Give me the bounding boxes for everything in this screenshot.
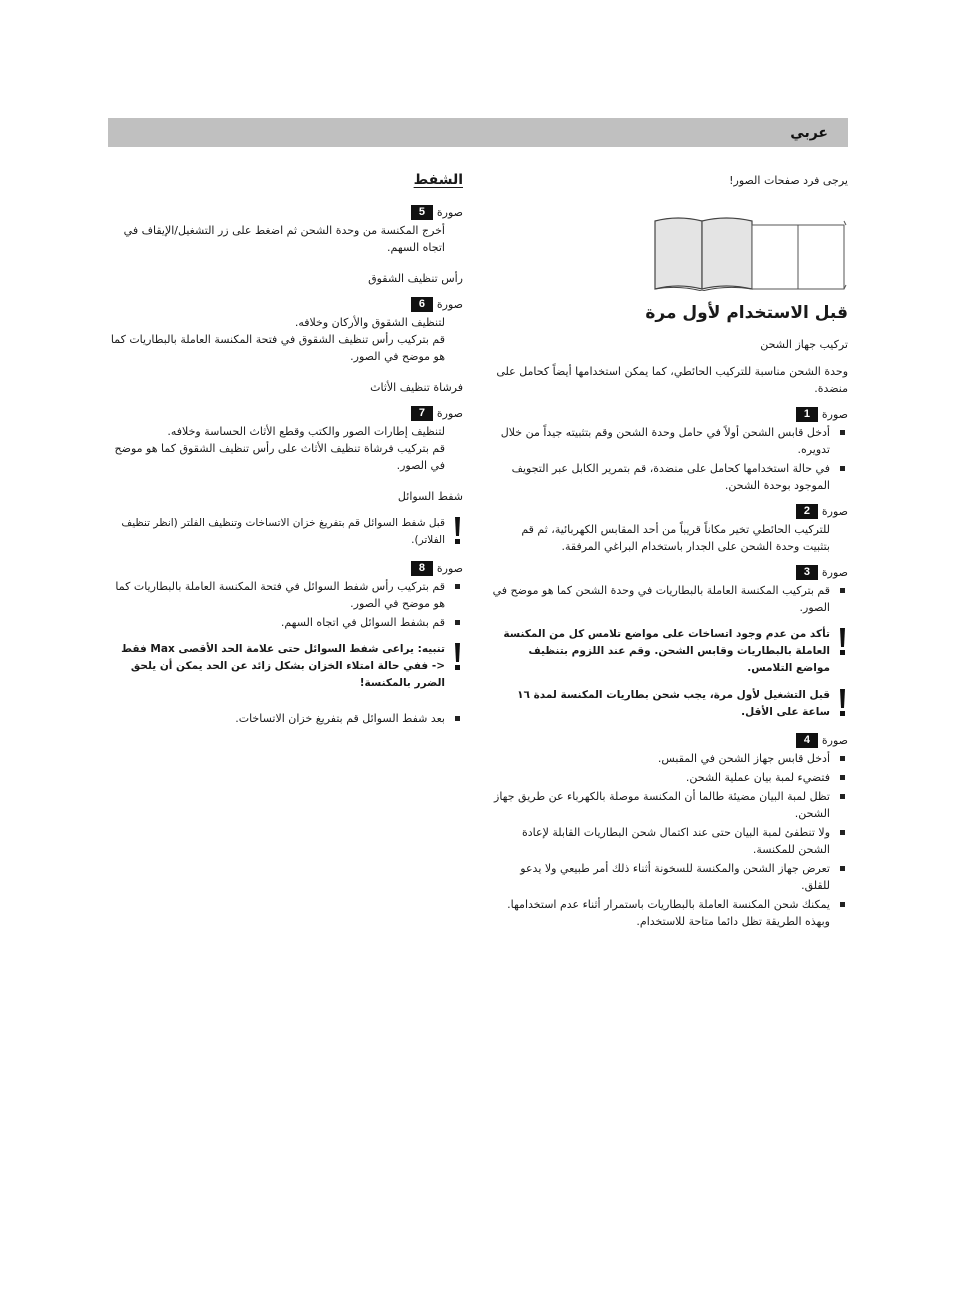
bullet-square-icon [840, 775, 845, 780]
list-item [492, 424, 848, 458]
warning-first-charge [492, 687, 848, 721]
figure-number-badge: 4 [796, 733, 818, 748]
figure-2-text: للتركيب الحائطي تخير مكاناً قريباً من أحد المقابس الكهربائية، ثم قم بتثبيت وحدة الشحن على الجدار باستخدام البراغي المرفقة. [521, 523, 830, 553]
bullet-square-icon [840, 756, 845, 761]
furniture-brush-heading: فرشاة تنظيف الأثاث [370, 381, 463, 394]
bullet-text: فتضيء لمبة بيان عملية الشحن. [685, 771, 830, 784]
figure-1-bullets [492, 424, 848, 494]
figure-6-label [108, 295, 463, 313]
list-item [492, 788, 848, 822]
list-item [108, 578, 463, 612]
figure-word: صورة [821, 733, 848, 747]
crevice-tool-heading: رأس تنظيف الشقوق [368, 272, 463, 285]
figure-number-badge: 1 [796, 407, 818, 422]
charger-description: وحدة الشحن مناسبة للتركيب الحائطي، كما يمكن استخدامها أيضاً كحامل على منضدة. [496, 365, 848, 395]
figure-word: صورة [436, 406, 463, 420]
liquid-suction-heading: شفط السوائل [397, 490, 463, 503]
figure-4-label [492, 731, 848, 749]
figure-word: صورة [436, 297, 463, 311]
figure-number-badge: 5 [411, 205, 433, 220]
bullet-text: يمكنك شحن المكنسة العاملة بالبطاريات باستمرار أثناء عدم استخدامها. وبهذه الطريقة تظل دائما متاحة للاستخدام. [507, 898, 830, 928]
figure-word: صورة [436, 205, 463, 219]
bullet-text: تظل لمبة البيان مضيئة طالما أن المكنسة موصلة بالكهرباء عن طريق جهاز الشحن. [494, 790, 830, 820]
bullet-square-icon [455, 584, 460, 589]
figure-7-line-2: قم بتركيب فرشاة تنظيف الأثاث على رأس تنظيف الشقوق كما هو موضح في الصور. [114, 442, 445, 472]
warning-text: قبل التشغيل لأول مرة، يجب شحن بطاريات المكنسة لمدة ١٦ ساعة على الأقل. [517, 689, 830, 718]
figure-3-bullets [492, 582, 848, 616]
figure-1-label [492, 405, 848, 423]
figure-8-label [108, 559, 463, 577]
bullet-square-icon [840, 466, 845, 471]
warning-text: تأكد من عدم وجود اتساخات على مواضع تلامس كل من المكنسة العاملة بالبطاريات وقابس الشحن. وقم عند اللزوم بتنظيف مواضع التلامس. [503, 628, 830, 674]
list-item [108, 614, 463, 631]
intro-text: يرجى فرد صفحات الصور! [729, 174, 848, 187]
list-item [492, 824, 848, 858]
after-suction-bullets [108, 710, 463, 727]
list-item [492, 769, 848, 786]
language-label: عربي [790, 124, 828, 141]
figure-number-badge: 2 [796, 504, 818, 519]
warning-text: قبل شفط السوائل قم بتفريغ خزان الاتساخات وتنظيف الفلتر (انظر تنظيف الفلاتر). [121, 517, 445, 546]
section-title-first-use: قبل الاستخدام لأول مرة [645, 303, 848, 323]
figure-6-line-1: لتنظيف الشقوق والأركان وخلافه. [294, 316, 445, 329]
figure-number-badge: 8 [411, 561, 433, 576]
bullet-text: بعد شفط السوائل قم بتفريغ خزان الاتساخات. [235, 712, 445, 725]
figure-7-line-1: لتنظيف إطارات الصور والكتب وقطع الأثاث الحساسة وخلافه. [167, 425, 445, 438]
warning-text: تنبيه: يراعى شفط السوائل حتى علامة الحد الأقصى Max فقط <- ففي حالة امتلاء الخزان بشكل زائد عن الحد يمكن أن يلحق الضرر بالمكنسة! [121, 643, 445, 689]
bullet-square-icon [840, 830, 845, 835]
list-item [492, 460, 848, 494]
figure-number-badge: 3 [796, 565, 818, 580]
section-title-vacuuming: الشفط [413, 172, 463, 188]
figure-2-label [492, 502, 848, 520]
bullet-text: قم بشفط السوائل في اتجاه السهم. [280, 616, 445, 629]
bullet-square-icon [840, 588, 845, 593]
left-column [108, 172, 463, 729]
bullet-text: قم بتركيب رأس شفط السوائل في فتحة المكنسة العاملة بالبطاريات كما هو موضح في الصور. [115, 580, 445, 610]
figure-4-bullets [492, 750, 848, 930]
list-item [108, 710, 463, 727]
figure-number-badge: 6 [411, 297, 433, 312]
bullet-text: قم بتركيب المكنسة العاملة بالبطاريات في وحدة الشحن كما هو موضح في الصور. [492, 584, 830, 614]
figure-6-line-2: قم بتركيب رأس تنظيف الشقوق في فتحة المكنسة العاملة بالبطاريات كما هو موضح في الصور. [110, 333, 445, 363]
bullet-square-icon [840, 902, 845, 907]
figure-7-label [108, 404, 463, 422]
figure-word: صورة [821, 407, 848, 421]
figure-8-bullets [108, 578, 463, 631]
figure-word: صورة [821, 565, 848, 579]
right-column [492, 172, 848, 932]
language-header-bar [108, 118, 848, 147]
warning-max-level [108, 641, 463, 692]
bullet-text: أدخل قابس الشحن أولاً في حامل وحدة الشحن وقم بتثبيته جيداً من خلال تدويره. [500, 426, 830, 456]
list-item [492, 860, 848, 894]
bullet-text: ولا تنطفئ لمبة البيان حتى عند اكتمال شحن البطاريات القابلة لإعادة الشحن للمكنسة. [522, 826, 830, 856]
bullet-text: تعرض جهاز الشحن والمكنسة للسخونة أثناء ذلك أمر طبيعي ولا يدعو للقلق. [520, 862, 830, 892]
figure-5-text: أخرج المكنسة من وحدة الشحن ثم اضغط على زر التشغيل/الإيقاف في اتجاه السهم. [123, 224, 445, 254]
bullet-square-icon [840, 430, 845, 435]
figure-3-label [492, 563, 848, 581]
bullet-text: في حالة استخدامها كحامل على منضدة، قم بتمرير الكابل عبر التجويف الموجود بوحدة الشحن. [511, 462, 830, 492]
warning-filter [108, 515, 463, 549]
bullet-square-icon [455, 716, 460, 721]
subtitle-charger-install: تركيب جهاز الشحن [760, 338, 848, 351]
list-item [492, 750, 848, 767]
figure-word: صورة [436, 561, 463, 575]
warning-exclamation-icon [838, 687, 848, 717]
open-book-icon [652, 209, 848, 291]
figure-5-label [108, 203, 463, 221]
warning-exclamation-icon [838, 626, 848, 656]
warning-contacts [492, 626, 848, 677]
bullet-square-icon [840, 866, 845, 871]
figure-word: صورة [821, 504, 848, 518]
bullet-square-icon [840, 794, 845, 799]
list-item [492, 896, 848, 930]
foldout-illustration [652, 209, 848, 291]
warning-exclamation-icon [453, 515, 463, 545]
figure-number-badge: 7 [411, 406, 433, 421]
list-item [492, 582, 848, 616]
bullet-text: أدخل قابس جهاز الشحن في المقبس. [657, 752, 830, 765]
bullet-square-icon [455, 620, 460, 625]
warning-exclamation-icon [453, 641, 463, 671]
